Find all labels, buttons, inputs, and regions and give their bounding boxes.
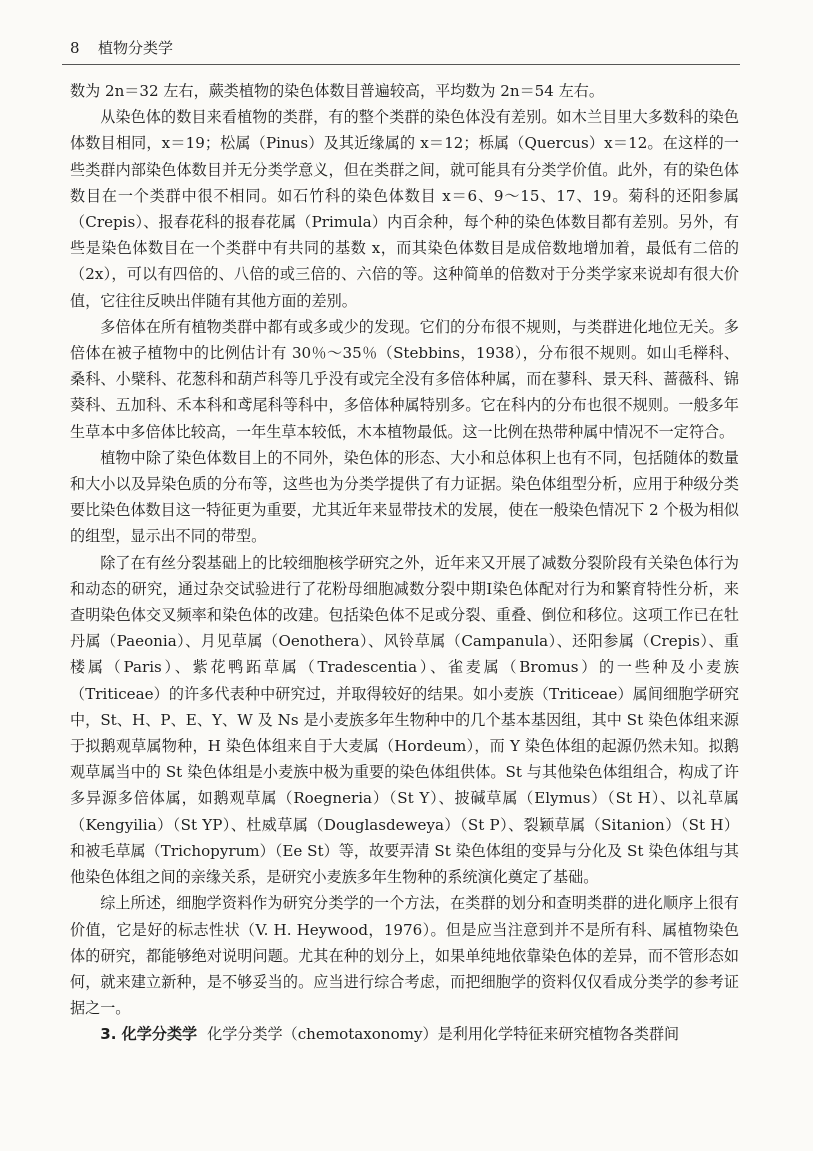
section-chemotaxonomy [70,1021,739,1047]
header-rule [62,64,740,65]
paragraph-continuation: 数为 2n＝32 左右，蕨类植物的染色体数目普遍较高，平均数为 2n＝54 左右。 [70,82,604,100]
section-heading: 3. 化学分类学 [100,1025,198,1044]
running-header [70,38,740,58]
running-title: 植物分类学 [98,39,174,57]
body-text [70,78,739,1048]
section-text: 化学分类学（chemotaxonomy）是利用化学特征来研究植物各类群间 [207,1025,680,1044]
paragraph-chromosome-number: 从染色体的数目来看植物的类群，有的整个类群的染色体没有差别。如木兰目里大多数科的染色体数目相同，x＝19；松属（Pinus）及其近缘属的 x＝12；栎属（Quercus）x＝12。在这样的一些类群内部染色体数目并无分类学意义，但在类群之间，就可能具有分类学价值。此外，有的染色体数目在一个类群中很不相同。如石竹科的染色体数目 x＝6、9～15、17、19。菊科的还阳参属（Crepis）、报春花科的报春花属（Primula）内百余种，每个种的染色体数目都有差别。另外，有些是染色体数目在一个类群中有共同的基数 x，而其染色体数目是成倍数地增加着，最低有二倍的（2x），可以有四倍的、八倍的或三倍的、六倍的等。这种简单的倍数对于分类学家来说却有很大价值，它往往反映出伴随有其他方面的差别。 [70,108,739,310]
page-number: 8 [70,39,80,57]
paragraph-polyploidy: 多倍体在所有植物类群中都有或多或少的发现。它们的分布很不规则，与类群进化地位无关。多倍体在被子植物中的比例估计有 30％～35％（Stebbins，1938），分布很不规则。如山毛榉科、桑科、小檗科、花葱科和葫芦科等几乎没有或完全没有多倍体种属，而在蓼科、景天科、蔷薇科、锦葵科、五加科、禾本科和鸢尾科等科中，多倍体种属特别多。它在科内的分布也很不规则。一般多年生草本中多倍体比较高，一年生草本较低，木本植物最低。这一比例在热带种属中情况不一定符合。 [70,317,739,441]
paragraph-karyotype: 植物中除了染色体数目上的不同外，染色体的形态、大小和总体积上也有不同，包括随体的数量和大小以及异染色质的分布等，这些也为分类学提供了有力证据。染色体组型分析，应用于种级分类要比染色体数目这一特征更为重要，尤其近年来显带技术的发展，使在一般染色情况下 2 个极为相似的组型，显示出不同的带型。 [70,448,739,546]
paragraph-summary: 综上所述，细胞学资料作为研究分类学的一个方法，在类群的划分和查明类群的进化顺序上很有价值，它是好的标志性状（V. H. Heywood，1976）。但是应当注意到并不是所有科、属植物染色体的研究，都能够绝对说明问题。尤其在种的划分上，如果单纯地依靠染色体的差异，而不管形态如何，就来建立新种，是不够妥当的。应当进行综合考虑，而把细胞学的资料仅仅看成分类学的参考证据之一。 [70,894,739,1018]
paragraph-meiosis: 除了在有丝分裂基础上的比较细胞核学研究之外，近年来又开展了减数分裂阶段有关染色体行为和动态的研究，通过杂交试验进行了花粉母细胞减数分裂中期Ⅰ染色体配对行为和繁育特性分析，来查明染色体交叉频率和染色体的改建。包括染色体不足或分裂、重叠、倒位和移位。这项工作已在牡丹属（Paeonia）、月见草属（Oenothera）、风铃草属（Campanula）、还阳参属（Crepis）、重楼属（Paris）、紫花鸭跖草属（Tradescentia）、雀麦属（Bromus）的一些种及小麦族（Triticeae）的许多代表种中研究过，并取得较好的结果。如小麦族（Triticeae）属间细胞学研究中，St、H、P、E、Y、W 及 Ns 是小麦族多年生物种中的几个基本基因组，其中 St 染色体组来源于拟鹅观草属物种，H 染色体组来自于大麦属（Hordeum），而 Y 染色体组的起源仍然未知。拟鹅观草属当中的 St 染色体组是小麦族中极为重要的染色体组供体。St 与其他染色体组组合，构成了许多异源多倍体属，如鹅观草属（Roegneria）（St Y）、披碱草属（Elymus）（St H）、以礼草属（Kengyilia）（St YP）、杜威草属（Douglasdeweya）（St P）、裂颖草属（Sitanion）（St H）和被毛草属（Trichopyrum）（Ee St）等，故要弄清 St 染色体组的变异与分化及 St 染色体组与其他染色体组之间的亲缘关系，是研究小麦族多年生物种的系统演化奠定了基础。 [70,553,739,887]
